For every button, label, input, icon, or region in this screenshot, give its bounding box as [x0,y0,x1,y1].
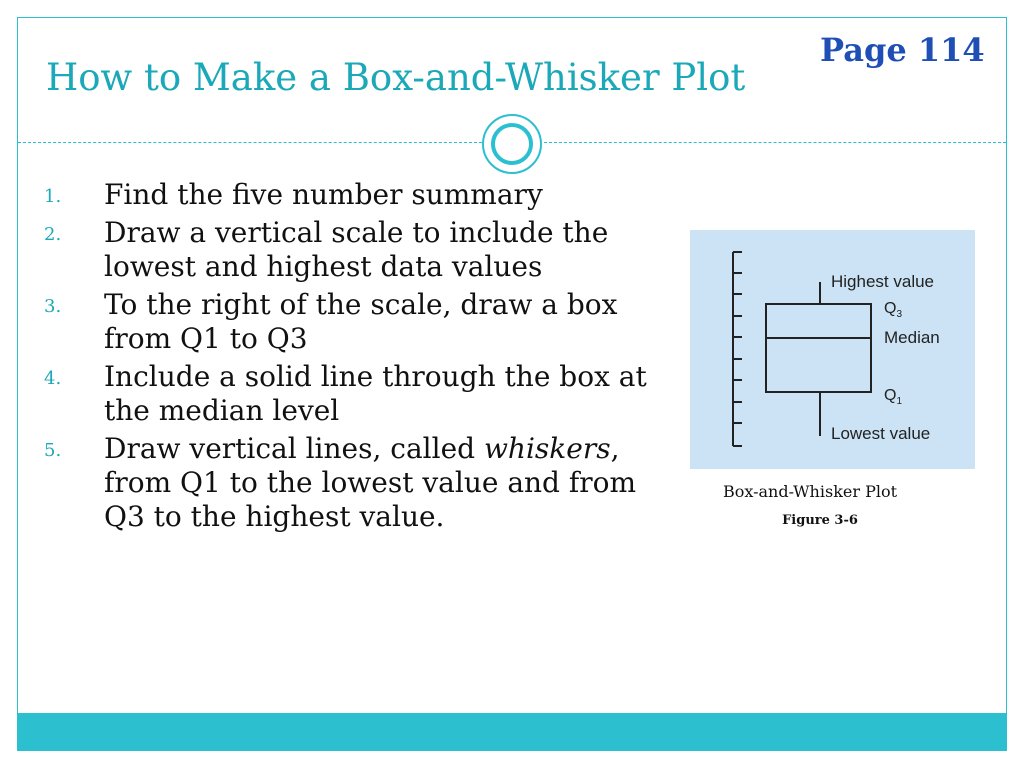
title-divider-left [18,142,482,143]
box-q1-to-q3 [766,304,871,392]
divider-ring-ornament [482,114,542,174]
footer-bar [18,713,1006,750]
step-item [44,288,654,356]
step-number: 5. [44,440,62,461]
page-reference: Page 114 [820,31,985,69]
step-number: 4. [44,368,62,389]
figure-number-label: Figure 3-6 [782,513,858,528]
step-number: 2. [44,224,62,245]
slide-title: How to Make a Box-and-Whisker Plot [46,56,746,99]
step-text-part: , from Q1 to the lowest value and from Q3 to the highest value. [104,432,637,533]
title-divider-right [544,142,1006,143]
step-number: 1. [44,186,62,207]
q3-label: $Q_3$ [884,300,903,320]
step-item [44,360,654,428]
step-text: To the right of the scale, draw a box from Q1 to Q3 [104,288,618,355]
highest-value-label: Highest value [831,272,935,291]
step-item [44,216,654,284]
lowest-value-label: Lowest value [831,424,931,443]
q1-label: $Q_1$ [884,387,903,407]
divider-ring-inner [491,123,533,165]
step-text: Include a solid line through the box at the median level [104,360,647,427]
steps-list [44,178,654,538]
figure-caption: Box-and-Whisker Plot [722,482,898,501]
whiskers-term: whiskers [483,432,611,465]
box-plot-figure [690,230,975,469]
step-item [44,178,654,212]
step-text: Find the five number summary [104,178,543,211]
step-text: Draw a vertical scale to include the lowest and highest data values [104,216,609,283]
step-text [104,432,654,534]
step-text-part: Draw vertical lines, called [104,432,484,465]
step-item [44,432,654,534]
box-plot-diagram [690,230,975,469]
median-label: Median [884,328,940,347]
step-number: 3. [44,296,62,317]
